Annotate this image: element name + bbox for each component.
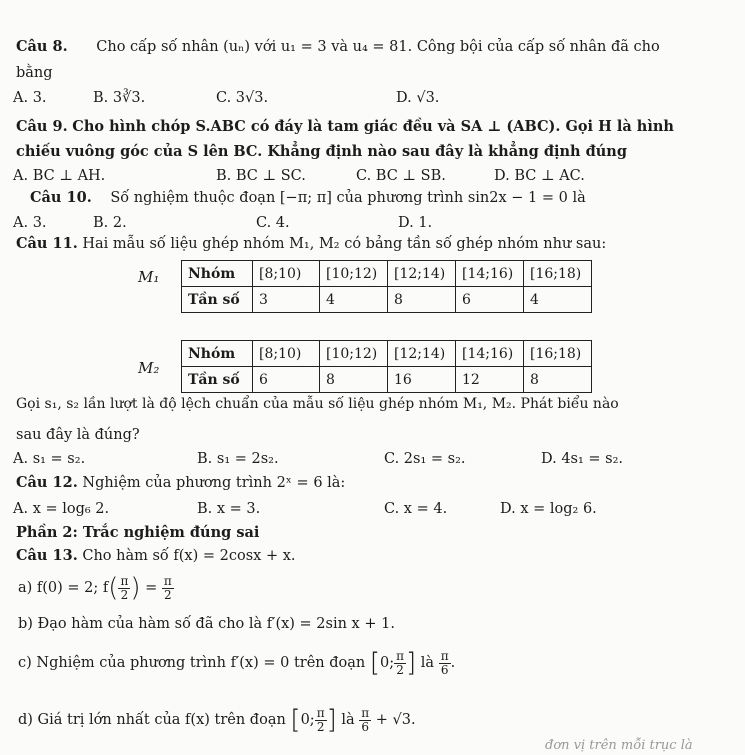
q10-number: Câu 10. xyxy=(30,189,92,206)
q11-number: Câu 11. xyxy=(16,235,78,252)
table-m2-cell: [16;18) xyxy=(524,341,592,367)
q8-line2: bằng xyxy=(16,65,53,81)
frac-den: 2 xyxy=(163,587,172,602)
frac-num: π xyxy=(316,705,325,720)
table-m2-cell: 12 xyxy=(456,367,524,393)
table-m1-cell: [8;10) xyxy=(253,261,320,287)
table-m2-label: M₂ xyxy=(138,359,160,377)
q13-statement-a[interactable] xyxy=(18,574,174,602)
q12-line1 xyxy=(16,473,345,493)
frac-den: 2 xyxy=(120,587,129,602)
table-m1-group-row xyxy=(182,261,592,287)
table-m1-freq-row xyxy=(182,287,592,313)
q10-option-a[interactable]: A. 3. xyxy=(13,215,47,231)
table-m2-cell: 8 xyxy=(320,367,388,393)
frac-num: π xyxy=(440,648,449,663)
q11-text: Hai mẫu số liệu ghép nhóm M₁, M₂ có bảng tần số ghép nhóm như sau: xyxy=(82,236,607,252)
q9-number: Câu 9. xyxy=(16,118,68,135)
q8-text: Cho cấp số nhân (uₙ) với u₁ = 3 và u₄ = 81. Công bội của cấp số nhân đã cho xyxy=(96,39,660,55)
table-m2-freq-row xyxy=(182,367,592,393)
frac-num: π xyxy=(396,648,405,663)
q12-option-b[interactable]: B. x = 3. xyxy=(197,501,261,517)
table-m2-cell: 6 xyxy=(253,367,320,393)
table-m1 xyxy=(181,260,592,313)
q10-option-d[interactable]: D. 1. xyxy=(398,215,433,231)
q8-number: Câu 8. xyxy=(16,38,68,55)
q9-option-c[interactable]: C. BC ⊥ SB. xyxy=(356,168,446,184)
paren-open: ( xyxy=(108,573,119,603)
table-m1-head-freq: Tần số xyxy=(182,287,253,313)
q13-d-suffix: + √3. xyxy=(375,712,416,728)
table-m2-head-freq: Tần số xyxy=(182,367,253,393)
q9-option-b[interactable]: B. BC ⊥ SC. xyxy=(216,168,306,184)
q11-option-b[interactable]: B. s₁ = 2s₂. xyxy=(197,451,279,467)
bracket-open: [ xyxy=(369,648,380,678)
fraction-pi-over-6 xyxy=(439,650,451,677)
table-m1-cell: 4 xyxy=(524,287,592,313)
q13-c-prefix: c) Nghiệm của phương trình f′(x) = 0 trên đoạn xyxy=(18,655,366,671)
table-m1-cell: [16;18) xyxy=(524,261,592,287)
q11-line2: Gọi s₁, s₂ lần lượt là độ lệch chuẩn của mẫu số liệu ghép nhóm M₁, M₂. Phát biểu nào xyxy=(16,396,619,412)
q9-text: Cho hình chóp S.ABC có đáy là tam giác đều và SA ⊥ (ABC). Gọi H là hình xyxy=(72,118,674,135)
frac-den: 6 xyxy=(440,662,449,677)
table-m1-cell: 6 xyxy=(456,287,524,313)
q13-number: Câu 13. xyxy=(16,547,78,564)
q12-text: Nghiệm của phương trình 2ˣ = 6 là: xyxy=(82,475,346,491)
interval-start: 0; xyxy=(300,712,315,728)
q9-option-d[interactable]: D. BC ⊥ AC. xyxy=(494,168,585,184)
q11-line1 xyxy=(16,234,606,254)
fraction-pi-over-2 xyxy=(394,650,406,677)
table-m1-cell: [14;16) xyxy=(456,261,524,287)
table-m1-cell: [10;12) xyxy=(320,261,388,287)
q8-option-a[interactable]: A. 3. xyxy=(13,90,47,106)
q13-statement-b[interactable]: b) Đạo hàm của hàm số đã cho là f′(x) = 2sin x + 1. xyxy=(18,616,395,632)
q13-statement-d[interactable] xyxy=(18,705,416,735)
q8-option-c[interactable]: C. 3√3. xyxy=(216,90,269,106)
q13-d-prefix: d) Giá trị lớn nhất của f(x) trên đoạn xyxy=(18,712,286,728)
q8-option-b[interactable]: B. 3∛3. xyxy=(93,90,146,106)
table-m2-cell: [8;10) xyxy=(253,341,320,367)
q8-line1 xyxy=(16,37,660,57)
footer-partial-text: đơn vị trên mỗi trục là xyxy=(545,738,693,753)
paren-close: ) xyxy=(130,573,141,603)
q13-text: Cho hàm số f(x) = 2cosx + x. xyxy=(82,548,296,564)
table-m2-head-group: Nhóm xyxy=(182,341,253,367)
q12-option-a[interactable]: A. x = log₆ 2. xyxy=(13,501,110,517)
bracket-close: ] xyxy=(406,648,417,678)
q10-text: Số nghiệm thuộc đoạn [−π; π] của phương trình sin2x − 1 = 0 là xyxy=(110,190,586,206)
q9-line2: chiếu vuông góc của S lên BC. Khẳng định nào sau đây là khẳng định đúng xyxy=(16,143,627,160)
table-m2-group-row xyxy=(182,341,592,367)
table-m2-cell: [10;12) xyxy=(320,341,388,367)
q9-line1 xyxy=(16,117,674,137)
fraction-pi-over-2 xyxy=(162,575,174,602)
bracket-open: [ xyxy=(290,705,301,735)
q13-statement-c[interactable]: c) Nghiệm của phương trình f′(x) = 0 trên đoạn [0; $\frac{\pi}{2}$ ] là $\frac{\pi}{6}$ . xyxy=(18,648,456,678)
table-m2 xyxy=(181,340,592,393)
table-m2-cell: 16 xyxy=(388,367,456,393)
q10-option-c[interactable]: C. 4. xyxy=(256,215,290,231)
fraction-pi-over-2 xyxy=(315,707,327,734)
table-m1-cell: [12;14) xyxy=(388,261,456,287)
q11-option-c[interactable]: C. 2s₁ = s₂. xyxy=(384,451,466,467)
frac-den: 2 xyxy=(396,662,404,677)
frac-num: π xyxy=(361,705,370,720)
table-m2-cell: 8 xyxy=(524,367,592,393)
q13-c-mid: là xyxy=(420,655,435,671)
frac-num: π xyxy=(120,573,129,588)
q8-option-d[interactable]: D. √3. xyxy=(396,90,440,106)
q9-option-a[interactable]: A. BC ⊥ AH. xyxy=(13,168,106,184)
q13-d-mid: là xyxy=(341,712,355,728)
table-m2-cell: [14;16) xyxy=(456,341,524,367)
fraction-pi-over-2 xyxy=(118,575,130,602)
q11-option-a[interactable]: A. s₁ = s₂. xyxy=(13,451,86,467)
q12-option-d[interactable]: D. x = log₂ 6. xyxy=(500,501,597,517)
q12-number: Câu 12. xyxy=(16,474,78,491)
q13-a-prefix: a) f(0) = 2; f xyxy=(18,580,109,596)
q12-option-c[interactable]: C. x = 4. xyxy=(384,501,448,517)
bracket-close: ] xyxy=(326,705,337,735)
q13-a-eq: = xyxy=(145,580,158,596)
table-m1-cell: 3 xyxy=(253,287,320,313)
frac-num: π xyxy=(163,573,172,588)
table-m1-cell: 4 xyxy=(320,287,388,313)
frac-den: 6 xyxy=(361,719,370,734)
fraction-pi-over-6 xyxy=(359,707,371,734)
q10-line1 xyxy=(30,188,586,208)
part2-title: Phần 2: Trắc nghiệm đúng sai xyxy=(16,524,260,541)
table-m1-head-group: Nhóm xyxy=(182,261,253,287)
interval-start: 0; xyxy=(380,655,395,671)
frac-den: 2 xyxy=(316,719,325,734)
table-m1-cell: 8 xyxy=(388,287,456,313)
q11-line3: sau đây là đúng? xyxy=(16,427,140,443)
table-m1-label: M₁ xyxy=(138,268,160,286)
table-m2-cell: [12;14) xyxy=(388,341,456,367)
q13-line1 xyxy=(16,546,296,566)
q11-option-d[interactable]: D. 4s₁ = s₂. xyxy=(541,451,624,467)
q10-option-b[interactable]: B. 2. xyxy=(93,215,127,231)
